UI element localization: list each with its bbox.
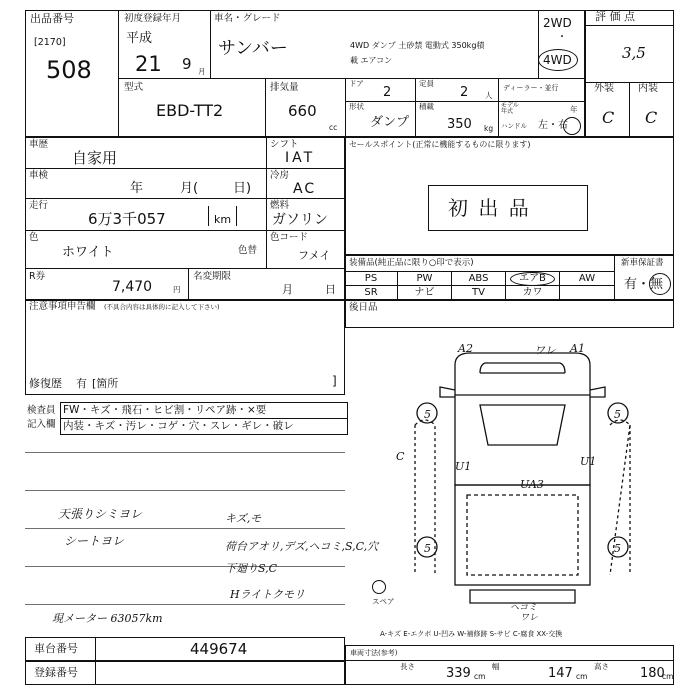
equip-leather: カワ	[522, 287, 543, 298]
lot-tag: [2170]	[34, 37, 66, 48]
spare-label: スペア	[372, 597, 395, 606]
chassis-label: 車台番号	[34, 642, 78, 655]
aircon-label: 冷房	[270, 170, 290, 181]
check-row2: 内装・キズ・汚レ・コゲ・穴・スレ・ギレ・破レ	[63, 420, 294, 432]
height-label: 高さ	[594, 662, 609, 671]
legend: A-キズ E-エクボ U-凹み W-補修跡 S-サビ C-腐食 XX-交換	[380, 630, 563, 638]
grade-line2: 載 エアコン	[350, 56, 393, 65]
inspection-year: 年	[130, 181, 144, 196]
mark-u1-right: U1	[580, 455, 597, 468]
width-label: 幅	[492, 662, 500, 671]
hw-note-5: 下廻りS,C	[225, 562, 278, 575]
hw-note-3: キズ,モ	[225, 512, 262, 525]
drive-2wd: 2WD	[543, 16, 572, 30]
handle-label: ハンドル	[501, 122, 527, 130]
dims-label: 車両寸法(参考)	[350, 649, 398, 657]
car-name: サンバー	[218, 38, 288, 59]
inspector-label: 検査員	[27, 405, 56, 416]
fuel-label: 燃料	[270, 200, 290, 211]
mark-a1: A1	[570, 342, 585, 355]
load: 350	[447, 117, 472, 132]
shift-label: シフト	[270, 139, 299, 150]
inspector-label2: 記入欄	[27, 419, 56, 430]
color-change-label: 色替	[238, 245, 258, 256]
disp-label: 排気量	[270, 82, 299, 93]
color-label: 色	[29, 232, 39, 243]
after-box	[345, 300, 674, 328]
equip-pw: PW	[416, 273, 433, 284]
score-label: 評 価 点	[595, 10, 635, 23]
exterior-label: 外装	[594, 83, 614, 94]
interior-label: 内装	[638, 83, 658, 94]
doors-label: ドア	[349, 79, 364, 88]
exterior-grade: C	[602, 108, 615, 127]
repair-close-bracket: ]	[332, 374, 337, 388]
color-code: フメイ	[298, 249, 331, 262]
drive-dot: ・	[557, 32, 567, 43]
recycle: 7,470	[112, 279, 153, 295]
shape: ダンプ	[370, 115, 410, 130]
hw-note-6: Hライトクモリ	[230, 588, 306, 601]
notes-label: 注意事項申告欄	[29, 301, 96, 312]
model-year-unit: 年	[570, 105, 578, 114]
drive-4wd: 4WD	[543, 53, 572, 67]
height-unit: cm	[662, 672, 674, 681]
repair-value: 有	[76, 377, 87, 390]
grade-line1: 4WD ダンプ 土砂禁 電動式 350kg積	[350, 41, 485, 50]
mileage-unit: km	[214, 213, 232, 226]
width-unit: cm	[576, 672, 588, 681]
repair-suffix: [箇所	[92, 377, 119, 390]
recycle-unit: 円	[173, 285, 181, 294]
equip-ps: PS	[364, 273, 378, 284]
displacement: 660	[288, 102, 317, 120]
length-label: 長さ	[400, 662, 415, 671]
reg-month: 9	[182, 55, 192, 73]
mark-5-rl: 5	[424, 542, 431, 555]
mark-u1: U1	[455, 460, 472, 473]
lot-no-label: 出品番号	[30, 12, 74, 25]
model: EBD-TT2	[156, 101, 224, 120]
height: 180	[640, 666, 665, 681]
equip-airbag: エアB	[519, 273, 546, 284]
mark-a2: A2	[458, 342, 473, 355]
hw-note-4: 荷台アオリ,デズ,ヘコミ,S,C,穴	[225, 540, 379, 553]
recycle-label: R券	[29, 271, 46, 282]
model-year-label: モデル年式	[501, 102, 519, 115]
disp-unit: cc	[329, 123, 338, 132]
color-code-label: 色コード	[270, 232, 309, 243]
notes-box	[25, 300, 345, 395]
interior-grade: C	[645, 108, 658, 127]
fuel: ガソリン	[272, 212, 328, 228]
shift: IAT	[285, 150, 316, 166]
mileage-label: 走行	[29, 200, 49, 211]
hw-note-1: 天張りシミヨレ	[58, 507, 143, 521]
mark-wave: ワレ	[534, 344, 556, 357]
check-row1: FW・キズ・飛石・ヒビ割・リペア跡・×要	[63, 404, 267, 416]
seats-unit: 人	[485, 91, 493, 100]
new-car-warranty-label: 新車保証書	[621, 258, 664, 268]
name-change-month: 月	[282, 283, 293, 296]
reg-month-unit: 月	[198, 67, 206, 76]
name-change-day: 日	[325, 283, 336, 296]
reg-label: 登録番号	[34, 666, 78, 679]
length-unit: cm	[474, 672, 486, 681]
repair-label: 修復歴	[29, 377, 62, 390]
reg-year: 21	[135, 52, 162, 76]
hw-note-2: シートヨレ	[64, 534, 125, 548]
inspection-label: 車検	[29, 170, 49, 181]
handle-right-circle	[563, 117, 581, 135]
drive-4wd-circle	[538, 49, 578, 71]
shape-label: 形状	[349, 102, 364, 111]
car-diagram	[385, 335, 660, 615]
mark-5-fl: 5	[424, 408, 431, 421]
first-reg-label: 初度登録年月	[124, 13, 182, 24]
name-grade-label: 車名・グレード	[214, 13, 281, 24]
mark-5-fr: 5	[614, 408, 621, 421]
mark-wave2: ワレ	[520, 613, 539, 623]
load-label: 積載	[419, 102, 434, 111]
handle: 左・右	[538, 120, 568, 131]
warranty: 有・無	[624, 277, 664, 292]
aircon: AC	[293, 181, 317, 197]
seats-label: 定員	[419, 79, 434, 88]
chassis: 449674	[190, 640, 248, 658]
equip-abs: ABS	[468, 273, 489, 284]
after-label: 後日品	[349, 302, 378, 313]
mark-ua3: UA3	[520, 478, 544, 491]
airbag-circle	[510, 272, 555, 286]
name-change-label: 名変期限	[193, 271, 232, 282]
inspection-month: 月(	[180, 181, 199, 196]
mark-5-rr: 5	[614, 542, 621, 555]
inspection-day: 日)	[233, 181, 252, 196]
sales-point-label: セールスポイント(正常に機能するものに限ります)	[349, 140, 531, 149]
hw-note-7: 現メーター 63057km	[52, 612, 163, 625]
era: 平成	[126, 31, 153, 46]
first-listing: 初 出 品	[448, 196, 531, 220]
use: 自家用	[72, 149, 118, 167]
spare-tire	[372, 580, 386, 594]
equip-tv: TV	[472, 287, 485, 298]
mark-hekomi: ヘコミ	[510, 603, 538, 613]
doors: 2	[383, 85, 392, 100]
lot-no: 508	[46, 56, 92, 84]
score: 3,5	[622, 44, 646, 62]
mileage: 6万3千057	[88, 210, 166, 228]
mark-c: C	[396, 450, 405, 463]
warranty-none-circle	[649, 273, 671, 295]
use-label: 車歴	[29, 139, 49, 150]
equip-navi: ナビ	[414, 287, 435, 298]
equip-aw: AW	[578, 273, 596, 284]
color: ホワイト	[62, 245, 114, 260]
dealer-label: ディーラー・並行	[503, 84, 559, 92]
equipment-label: 装備品(純正品に限り○印で表示)	[349, 258, 474, 268]
seats: 2	[460, 85, 469, 100]
length: 339	[446, 666, 471, 681]
model-label: 型式	[124, 82, 144, 93]
equip-sr: SR	[364, 287, 378, 298]
load-unit: kg	[484, 124, 494, 133]
width: 147	[548, 666, 573, 681]
notes-sub: (不具合内容は具体的に記入して下さい)	[104, 303, 220, 311]
